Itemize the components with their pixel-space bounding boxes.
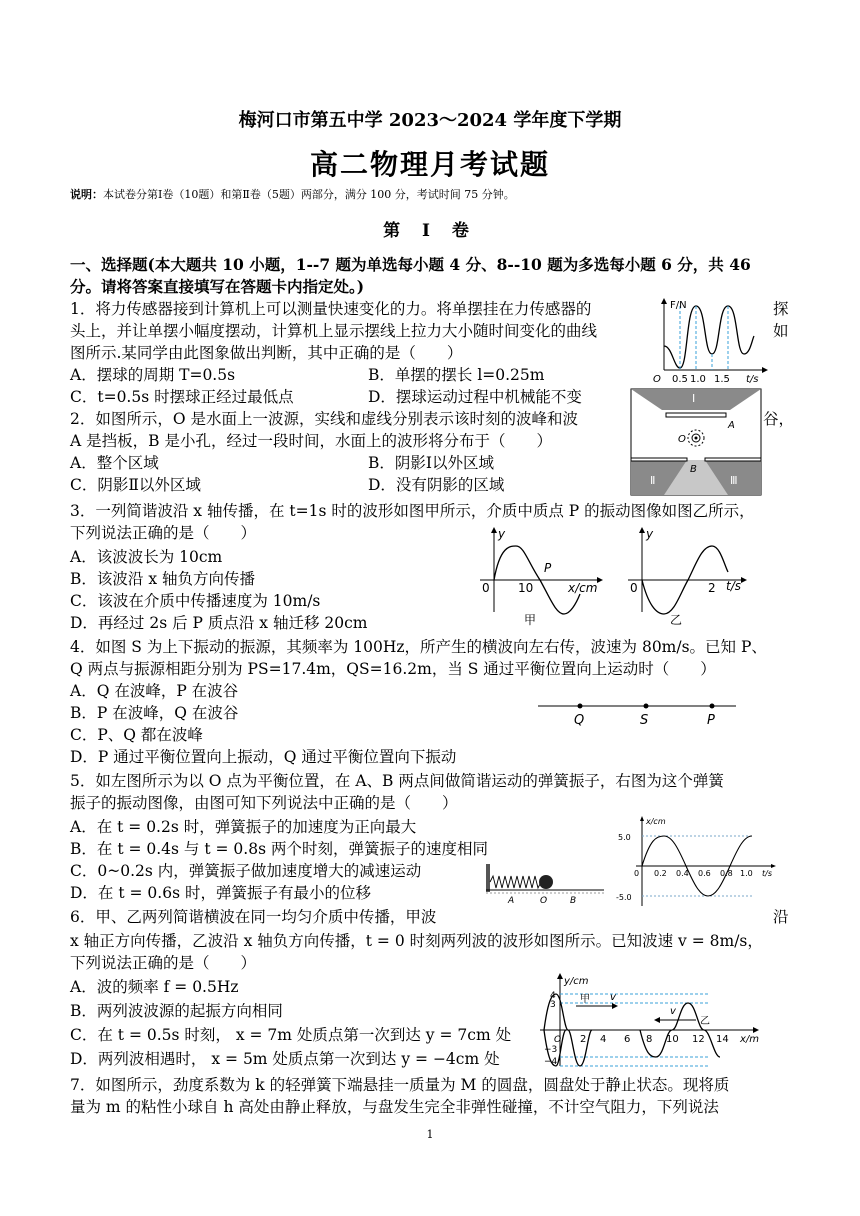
q5-fig2-t3: 0.6 <box>698 869 711 878</box>
q3-fig2-origin: 0 <box>630 581 638 595</box>
q3-line1: 3．一列简谐波沿 x 轴传播，在 t=1s 时的波形如图甲所示，介质中质点 P 的振动图像如图乙所示， <box>70 502 755 520</box>
q5-option-c: C．0~0.2s 内，弹簧振子做加速度增大的减速运动 <box>70 862 422 880</box>
q5-fig2-t5: 1.0 <box>740 869 753 878</box>
q5-fig2-origin: 0 <box>634 869 640 878</box>
q3-fig1-caption: 甲 <box>524 613 537 627</box>
page-number: 1 <box>426 1128 434 1141</box>
q2-option-b: B．阴影Ⅰ以外区域 <box>368 454 495 472</box>
q6-fig-m3: −3 <box>544 1045 558 1055</box>
q3-fig2-tick: 2 <box>708 581 716 595</box>
q2-fig-label-o: O <box>678 434 686 445</box>
q6-fig-yi: 乙 <box>700 1016 710 1027</box>
q5-option-a: A．在 t = 0.2s 时，弹簧振子的加速度为正向最大 <box>70 818 417 836</box>
q4-line2: Q 两点与振源相距分别为 PS=17.4m，QS=16.2m，当 S 通过平衡位置向上运动时（ ） <box>70 660 716 678</box>
q5-line1: 5．如左图所示为以 O 点为平衡位置，在 A、B 两点间做简谐运动的弹簧振子，右图为这个弹簧 <box>70 772 724 790</box>
q3-line2: 下列说法正确的是（ ） <box>70 524 257 542</box>
q1-fig-tick3: 1.5 <box>714 374 730 385</box>
q1-line3: 图所示.某同学由此图象做出判断，其中正确的是（ ） <box>70 344 463 362</box>
q6-fig-t12: 12 <box>692 1034 705 1045</box>
q4-line1: 4．如图 S 为上下振动的振源，其频率为 100Hz，所产生的横波向左右传，波速为 80m/s。已知 P、 <box>70 638 767 656</box>
q5-fig1-a: A <box>508 896 515 906</box>
q5-line2: 振子的振动图像，由图可知下列说法中正确的是（ ） <box>70 794 458 812</box>
q6-fig-m4: −4 <box>544 1057 558 1067</box>
q3-fig2-ylabel: y <box>646 527 654 541</box>
q1-fig-xlabel: t/s <box>746 374 759 385</box>
q5-fig2-t4: 0.8 <box>720 869 733 878</box>
volume-heading: 第 Ⅰ 卷 <box>383 221 477 241</box>
q6-fig-v-yi: v <box>670 1006 676 1017</box>
q3-fig1-tick: 10 <box>518 581 534 595</box>
q1-fig-ylabel: F/N <box>670 300 687 311</box>
q2-fig-region2: Ⅱ <box>650 474 656 487</box>
q3-fig2-xlabel: t/s <box>726 579 741 593</box>
q6-fig-ylabel: y/cm <box>564 976 589 987</box>
q5-vibration-graph <box>614 812 780 910</box>
q4-fig-p: P <box>707 713 715 728</box>
school-heading: 梅河口市第五中学 2023～2024 学年度下学期 <box>238 110 622 131</box>
q6-two-wave-graph <box>520 970 770 1070</box>
q2-option-c: C．阴影Ⅱ以外区域 <box>70 476 201 494</box>
q1-option-c: C．t=0.5s 时摆球正经过最低点 <box>70 388 294 406</box>
q4-option-b: B．P 在波峰，Q 在波谷 <box>70 704 239 722</box>
q4-option-a: A．Q 在波峰，P 在波谷 <box>70 682 239 700</box>
q2-wave-diagram <box>630 388 762 496</box>
q2-fig-region1: Ⅰ <box>692 392 696 405</box>
q3-option-d: D．再经过 2s 后 P 质点沿 x 轴迁移 20cm <box>70 614 368 632</box>
section-heading-line1: 一、选择题(本大题共 10 小题，1--7 题为单选每小题 4 分、8--10 题为多选每小题 6 分，共 46 <box>70 255 751 274</box>
q1-option-b: B．单摆的摆长 l=0.25m <box>368 366 545 384</box>
q3-fig2-caption: 乙 <box>670 613 683 627</box>
q1-force-time-graph <box>650 296 772 386</box>
page-title: 高二物理月考试题 <box>309 148 550 181</box>
q1-line1: 1．将力传感器接到计算机上可以测量快速变化的力。将单摆挂在力传感器的 <box>70 300 592 318</box>
q3-option-a: A．该波波长为 10cm <box>70 548 223 566</box>
q2-line2: A 是挡板，B 是小孔，经过一段时间，水面上的波形将分布于（ ） <box>70 432 552 450</box>
q5-fig2-t2: 0.4 <box>676 869 689 878</box>
section-heading-line2: 分。请将答案直接填写在答题卡内指定处。) <box>70 277 365 296</box>
q6-fig-origin: O <box>554 1035 562 1045</box>
q3-fig1-ylabel: y <box>498 527 506 541</box>
q1-fig-origin: O <box>653 374 661 385</box>
q4-option-c: C．P、Q 都在波峰 <box>70 726 203 744</box>
q5-fig2-ylabel: x/cm <box>646 817 666 826</box>
q2-fig-region3: Ⅲ <box>730 474 738 487</box>
q6-option-c: C．在 t = 0.5s 时刻， x = 7m 处质点第一次到达 y = 7cm 处 <box>70 1026 512 1044</box>
q6-fig-t8: 8 <box>646 1034 653 1045</box>
q4-fig-s: S <box>640 713 649 728</box>
q2-line1: 2．如图所示，O 是水面上一波源，实线和虚线分别表示该时刻的波峰和波 <box>70 410 578 428</box>
q6-line2: x 轴正方向传播，乙波沿 x 轴负方向传播，t = 0 时刻两列波的波形如图所示。已知波速 v = 8m/s， <box>70 932 763 950</box>
q6-option-a: A．波的频率 f = 0.5Hz <box>70 978 239 996</box>
q5-fig2-xlabel: t/s <box>762 869 772 878</box>
q4-fig-q: Q <box>574 713 585 728</box>
q7-line2: 量为 m 的粘性小球自 h 高处由静止释放，与盘发生完全非弹性碰撞，不计空气阻力，下列说法 <box>70 1098 719 1116</box>
q2-option-d: D．没有阴影的区域 <box>368 476 505 494</box>
q7-line1: 7．如图所示，劲度系数为 k 的轻弹簧下端悬挂一质量为 M 的圆盘，圆盘处于静止状态。现将质 <box>70 1076 730 1094</box>
q6-fig-t10: 10 <box>666 1034 679 1045</box>
note-text: 本试卷分第Ⅰ卷（10题）和第Ⅱ卷（5题）两部分，满分 100 分，考试时间 75 分钟。 <box>103 188 515 201</box>
q6-fig-p4: 4 <box>550 991 556 1001</box>
q6-option-d: D．两列波相遇时， x = 5m 处质点第一次到达 y = −4cm 处 <box>70 1050 500 1068</box>
q1-line1-end: 探 <box>773 300 789 318</box>
q6-fig-t6: 6 <box>624 1034 631 1045</box>
q2-option-a: A．整个区域 <box>70 454 159 472</box>
q5-fig1-o: O <box>540 896 548 906</box>
q1-line2: 头上，并让单摆小幅度摆动，计算机上显示摆线上拉力大小随时间变化的曲线 <box>70 322 598 340</box>
q3-vibration-graph-yi <box>618 524 758 628</box>
q4-option-d: D．P 通过平衡位置向上振动，Q 通过平衡位置向下振动 <box>70 748 457 766</box>
q2-fig-label-a: A <box>728 420 735 431</box>
q1-option-d: D．摆球运动过程中机械能不变 <box>368 388 582 406</box>
q3-fig1-xlabel: x/cm <box>568 581 598 595</box>
note-label: 说明： <box>70 188 103 201</box>
q5-option-b: B．在 t = 0.4s 与 t = 0.8s 两个时刻，弹簧振子的速度相同 <box>70 840 488 858</box>
q6-fig-p3: 3 <box>550 1000 556 1010</box>
q5-fig2-bottom: -5.0 <box>616 893 632 902</box>
q6-fig-jia: 甲 <box>580 994 590 1005</box>
exam-note <box>70 186 515 202</box>
q1-option-a: A．摆球的周期 T=0.5s <box>70 366 236 384</box>
q6-fig-t4: 4 <box>600 1034 607 1045</box>
q3-fig1-origin: 0 <box>482 581 490 595</box>
q4-line-diagram <box>536 694 740 728</box>
q6-line1-end: 沿 <box>773 908 789 926</box>
q3-wave-graph-jia <box>470 524 610 628</box>
q6-option-b: B．两列波波源的起振方向相同 <box>70 1002 283 1020</box>
q6-fig-xlabel: x/m <box>740 1034 760 1045</box>
q5-option-d: D．在 t = 0.6s 时，弹簧振子有最小的位移 <box>70 884 371 902</box>
q1-line2-end: 如 <box>773 322 789 340</box>
q5-fig2-top: 5.0 <box>618 833 631 842</box>
q3-option-c: C．该波在介质中传播速度为 10m/s <box>70 592 321 610</box>
q3-fig1-point-p: P <box>544 561 552 575</box>
q6-line1: 6．甲、乙两列简谐横波在同一均匀介质中传播，甲波 <box>70 908 437 926</box>
q1-fig-tick1: 0.5 <box>672 374 688 385</box>
q3-option-b: B．该波沿 x 轴负方向传播 <box>70 570 255 588</box>
q5-fig1-b: B <box>570 896 577 906</box>
q1-fig-tick2: 1.0 <box>690 374 706 385</box>
q6-fig-v-jia: v <box>610 992 616 1003</box>
q2-fig-label-b: B <box>690 464 697 475</box>
q6-fig-t14: 14 <box>716 1034 729 1045</box>
q5-fig2-t1: 0.2 <box>654 869 667 878</box>
q6-fig-t2: 2 <box>580 1034 587 1045</box>
q6-line3: 下列说法正确的是（ ） <box>70 954 257 972</box>
q5-spring-oscillator <box>484 856 608 906</box>
q2-line1-end: 谷， <box>763 410 795 428</box>
